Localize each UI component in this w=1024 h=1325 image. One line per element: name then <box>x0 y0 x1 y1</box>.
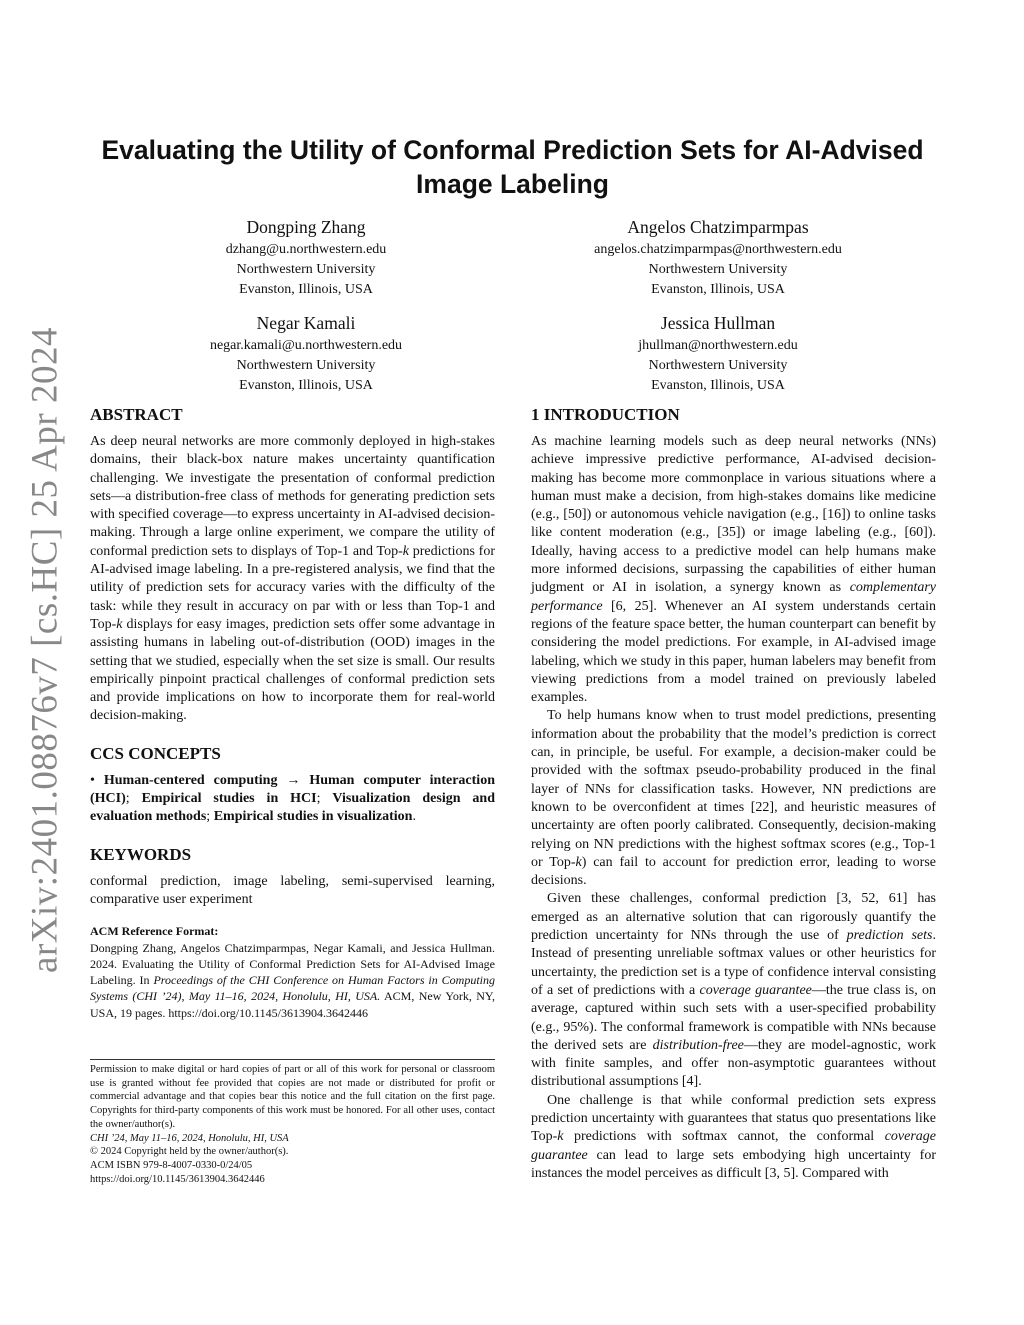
keywords-heading: KEYWORDS <box>90 844 192 864</box>
left-column <box>90 405 495 1021</box>
author-name: Negar Kamali <box>256 313 356 333</box>
conference-line: CHI ’24, May 11–16, 2024, Honolulu, HI, USA <box>90 1132 289 1144</box>
author-location: Evanston, Illinois, USA <box>239 282 373 297</box>
intro-paragraph: To help humans know when to trust model predictions, presenting information about the probability that the model’s prediction is correct can, in principle, be useful. For example, a decision-maker could be provided with the softmax pseudo-probability produced in the final layer of NNs for classification tasks. However, NN predictions are known to be overconfident at times [22], and heuristic measures of uncertainty are often poorly calibrated. Consequently, decision-making relying on NN predictions with the highest softmax scores (e.g., Top-1 or Top-k) can fail to account for prediction error, leading to worse decisions. <box>531 708 936 889</box>
doi-link[interactable]: https://doi.org/10.1145/3613904.3642446 <box>90 1173 265 1185</box>
permission-block <box>90 1063 495 1186</box>
author-block <box>141 310 471 396</box>
author-block <box>141 214 471 300</box>
acm-reference-text: Dongping Zhang, Angelos Chatzimparmpas, Negar Kamali, and Jessica Hullman. 2024. Evaluating the Utility of Conformal Prediction Sets for AI-Advised Image Labeling. In Proceedings of the CHI Conference on Human Factors in Computing Systems (CHI ’24), May 11–16, 2024, Honolulu, HI, USA. ACM, New York, NY, USA, 19 pages. https://doi.org/10.1145/3613904.3642446 <box>90 940 495 1020</box>
intro-paragraph: One challenge is that while conformal prediction sets express prediction uncertainty with guarantees that status quo presentations like Top-k predictions with softmax cannot, the conformal coverage guarantee can lead to large sets embodying high uncertainty for instances the model perceives as difficult [3, 5]. Compared with <box>531 1092 936 1181</box>
author-org: Northwestern University <box>236 262 376 277</box>
author-block <box>553 214 883 300</box>
author-org: Northwestern University <box>648 358 788 373</box>
arxiv-identifier <box>22 327 68 973</box>
intro-paragraph: Given these challenges, conformal prediction [3, 52, 61] has emerged as an alternative solution that can rigorously quantify the prediction uncertainty for NNs through the use of prediction sets. Instead of presenting unreliable softmax values or other heuristics for uncertainty, the prediction set is a type of confidence interval consisting of a set of predictions with a coverage guarantee—the true class is, on average, captured within such sets with a user-specified probability (e.g., 95%). The conformal framework is compatible with NNs because the derived sets are distribution-free—they are model-agnostic, work with finite samples, and offer non-asymptotic guarantees without distributional assumptions [4]. <box>531 891 936 1090</box>
intro-heading: 1 INTRODUCTION <box>531 405 680 424</box>
copyright-line: © 2024 Copyright held by the owner/author(s). <box>90 1146 289 1158</box>
footnote-rule <box>90 1059 495 1060</box>
isbn-line: ACM ISBN 979-8-4007-0330-0/24/05 <box>90 1159 253 1171</box>
paper-title: Evaluating the Utility of Conformal Prediction Sets for AI-Advised Image Labeling <box>101 135 924 199</box>
acm-reference-heading: ACM Reference Format: <box>90 924 219 939</box>
abstract-text: As deep neural networks are more commonly deployed in high-stakes domains, their black-box nature makes uncertainty quantification challenging. We investigate the presentation of conformal prediction sets—a distribution-free class of methods for generating prediction sets with specified coverage—to express uncertainty in AI-advised decision-making. Through a large online experiment, we compare the utility of conformal prediction sets to displays of Top-1 and Top-k predictions for AI-advised image labeling. In a pre-registered analysis, we find that the utility of prediction sets for accuracy varies with the difficulty of the task: while they result in accuracy on par with or less than Top-1 and Top-k displays for easy images, prediction sets offer some advantage in assisting humans in labeling out-of-distribution (OOD) images in the setting that we studied, especially when the set size is small. Our results empirically pinpoint practical challenges of conformal prediction sets and provide implications on how to incorporate them for real-world decision-making. <box>90 434 495 724</box>
author-location: Evanston, Illinois, USA <box>239 378 373 393</box>
author-email: angelos.chatzimparmpas@northwestern.edu <box>594 242 842 257</box>
author-email: jhullman@northwestern.edu <box>638 338 798 353</box>
author-org: Northwestern University <box>236 358 376 373</box>
intro-paragraph: As machine learning models such as deep neural networks (NNs) achieve impressive predictive performance, AI-advised decision-making has become more commonplace in various situations where a human must make a decision, from high-stakes domains like medicine (e.g., [50]) or autonomous vehicle navigation (e.g., [16]) to online tasks like content moderation (e.g., [35]) or image labeling (e.g., [60]). Ideally, having access to a predictive model can help humans make more informed decisions, surpassing the capabilities of either human judgment or AI in isolation, a synergy known as complementary performance [6, 25]. Whenever an AI system understands certain regions of the feature space better, the human counterpart can benefit by considering the model predictions. For example, in AI-advised image labeling, which we study in this paper, human labelers may benefit from viewing predictions from a model trained on previously labeled examples. <box>531 434 936 706</box>
permission-text: Permission to make digital or hard copies of part or all of this work for personal or classroom use is granted without fee provided that copies are not made or distributed for profit or commercial advantage and that copies bear this notice and the full citation on the first page. Copyrights for third-party components of this work must be honored. For all other uses, contact the owner/author(s). <box>90 1064 495 1130</box>
ccs-heading: CCS CONCEPTS <box>90 743 221 763</box>
acm-reference <box>90 923 495 1021</box>
arxiv-identifier-text: arXiv:2401.08876v7 [cs.HC] 25 Apr 2024 <box>24 327 66 973</box>
author-name: Jessica Hullman <box>660 313 776 333</box>
author-org: Northwestern University <box>648 262 788 277</box>
keywords-text: conformal prediction, image labeling, semi-supervised learning, comparative user experiment <box>90 873 495 907</box>
author-email: negar.kamali@u.northwestern.edu <box>209 338 403 353</box>
author-name: Angelos Chatzimparmpas <box>627 217 809 237</box>
author-location: Evanston, Illinois, USA <box>651 378 785 393</box>
author-name: Dongping Zhang <box>246 217 366 237</box>
author-location: Evanston, Illinois, USA <box>651 282 785 297</box>
author-block <box>553 310 883 396</box>
ccs-concepts: • Human-centered computing → Human computer interaction (HCI); Empirical studies in HCI; Visualization design and evaluation methods; Empirical studies in visualization. <box>90 772 496 825</box>
abstract-heading: ABSTRACT <box>90 405 183 424</box>
author-email: dzhang@u.northwestern.edu <box>225 242 387 257</box>
right-column <box>531 405 936 1183</box>
